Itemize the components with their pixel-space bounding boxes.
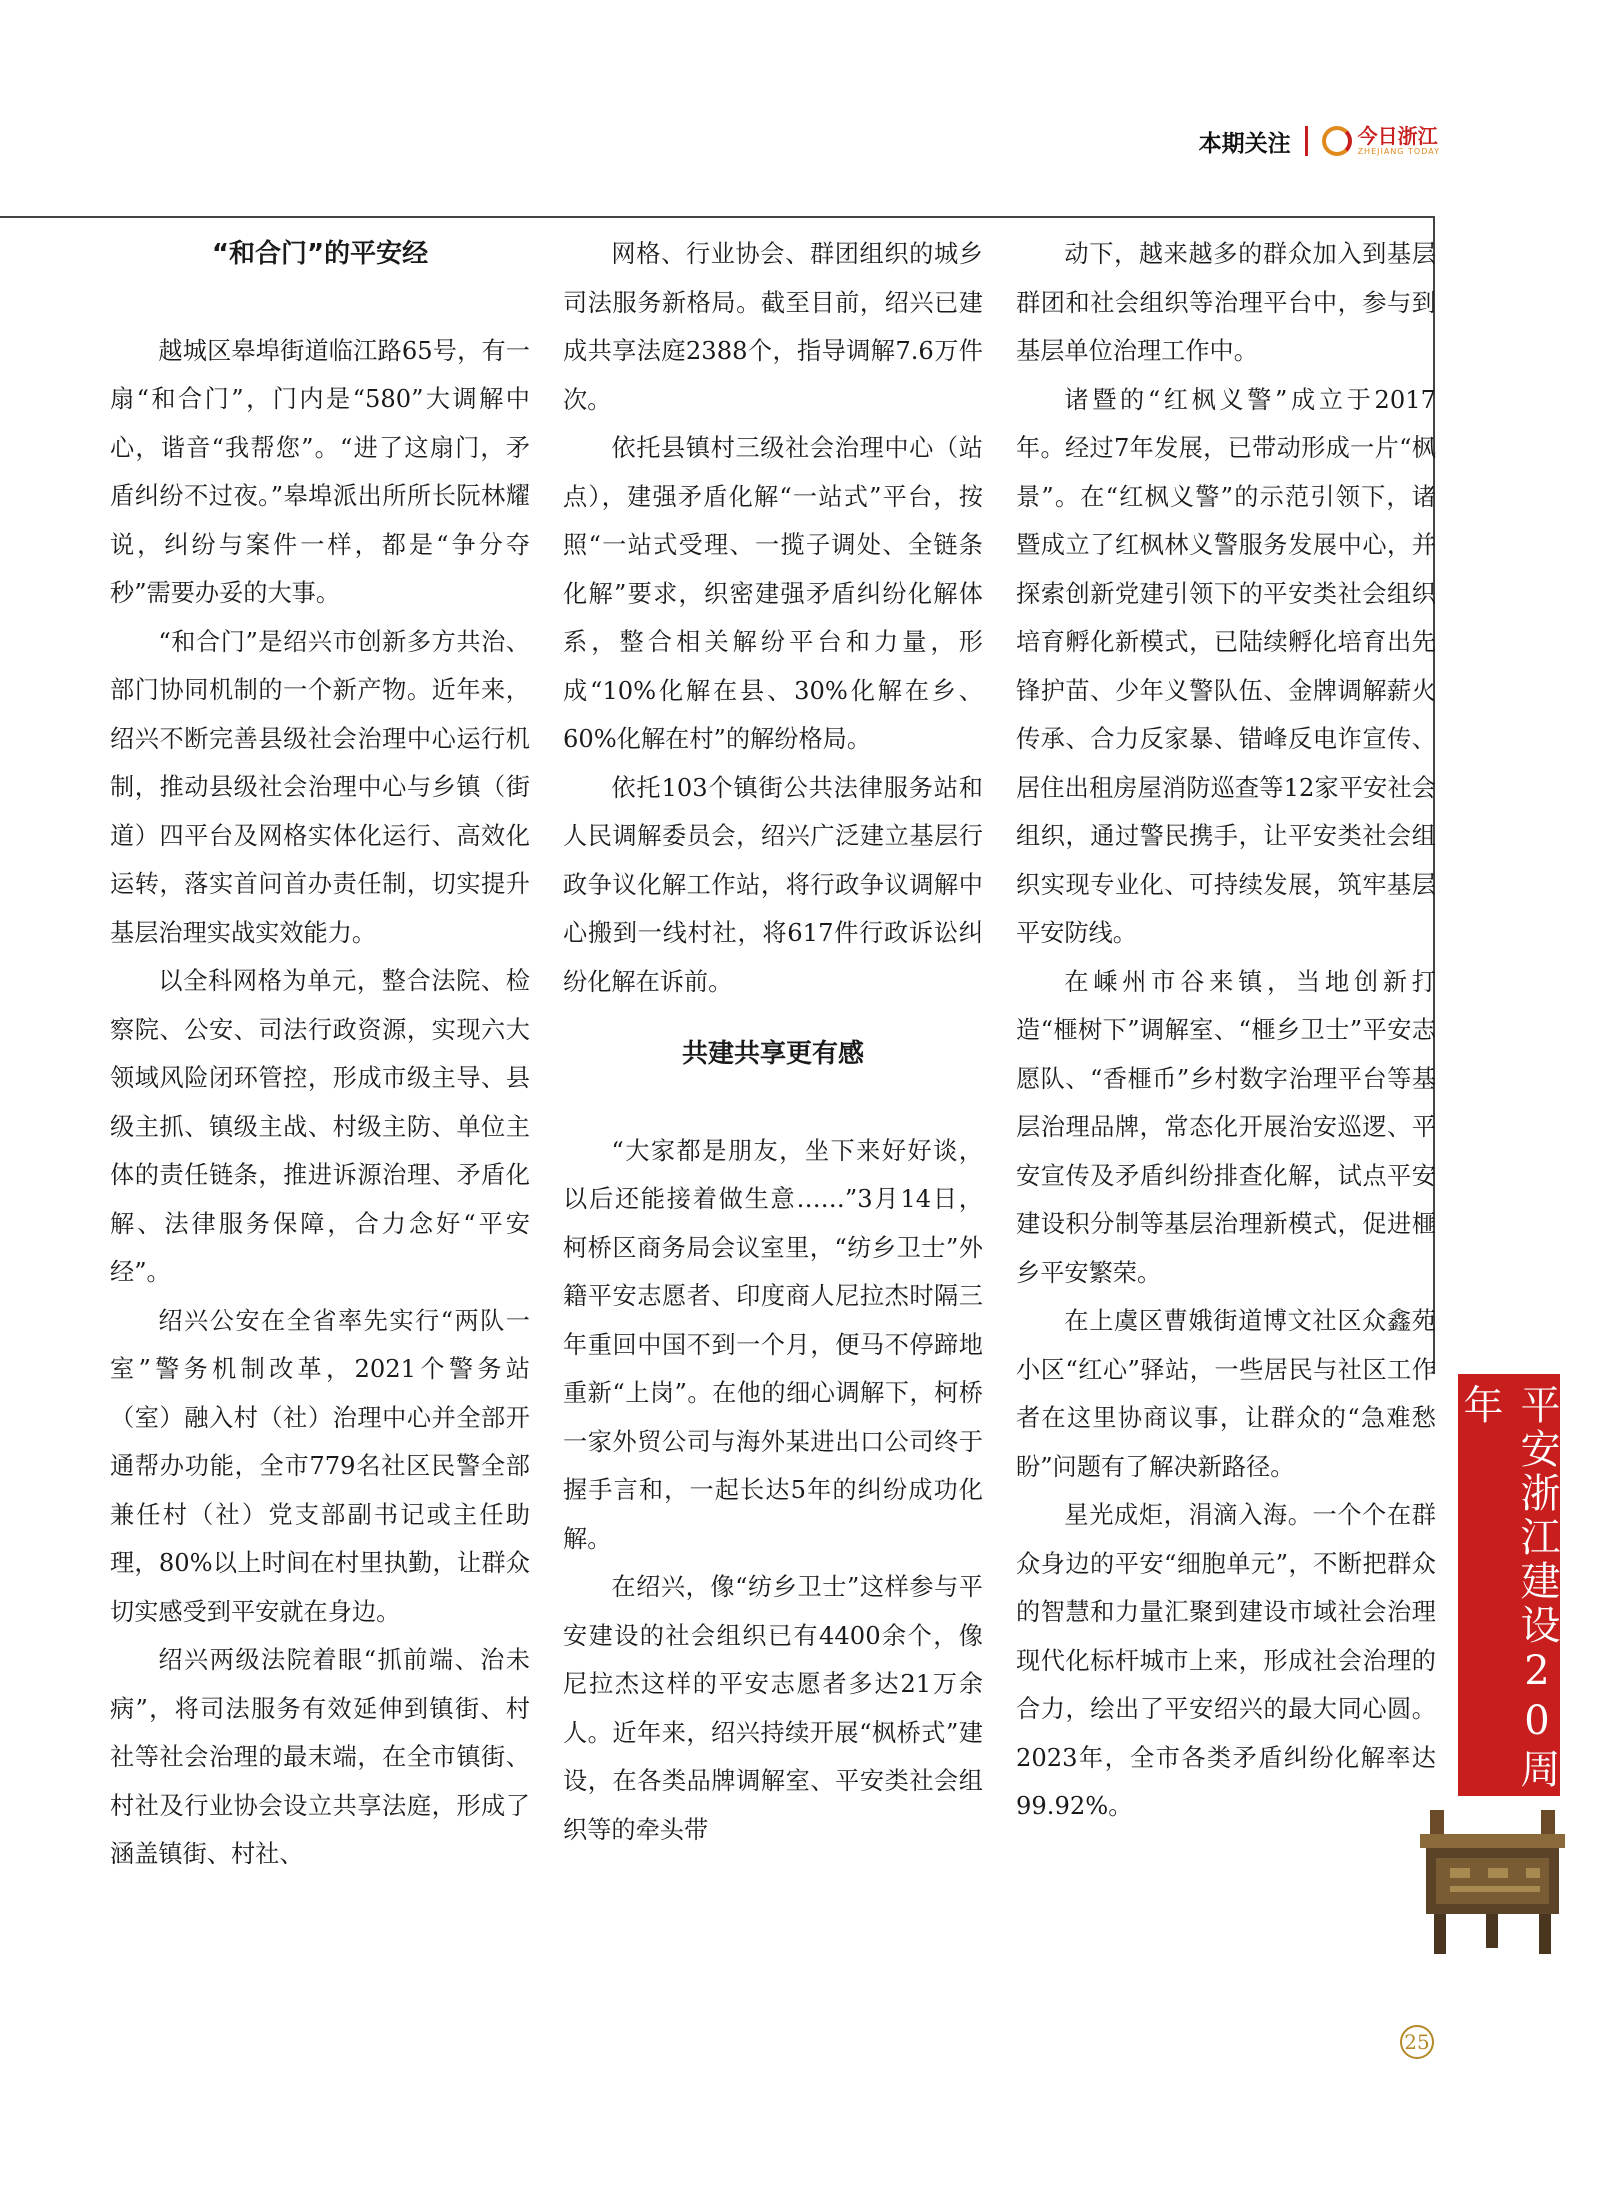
bronze-ding-icon	[1400, 1790, 1585, 1965]
page-number: 25	[1400, 2025, 1434, 2059]
paragraph: 依托县镇村三级社会治理中心（站点），建强矛盾化解“一站式”平台，按照“一站式受理、一揽子调处、全链条化解”要求，织密建强矛盾纠纷化解体系，整合相关解纷平台和力量，形成“10%化解在县、30%化解在乡、60%化解在村”的解纷格局。	[563, 434, 983, 753]
paragraph: 动下，越来越多的群众加入到基层群团和社会组织等治理平台中，参与到基层单位治理工作中。	[1016, 240, 1436, 365]
magazine-logo	[1322, 126, 1440, 156]
section-heading-2: 共建共享更有感	[681, 1039, 864, 1069]
logo-text-cn: 今日浙江	[1357, 124, 1438, 148]
paragraph: 在上虞区曹娥街道博文社区众鑫苑小区“红心”驿站，一些居民与社区工作者在这里协商议事，让群众的“急难愁盼”问题有了解决新路径。	[1016, 1307, 1436, 1481]
logo-swirl-icon	[1322, 126, 1352, 156]
column-2	[563, 230, 983, 1854]
paragraph: 依托103个镇街公共法律服务站和人民调解委员会，绍兴广泛建立基层行政争议化解工作站，将行政争议调解中心搬到一线村社，将617件行政诉讼纠纷化解在诉前。	[563, 773, 983, 996]
paragraph: 网格、行业协会、群团组织的城乡司法服务新格局。截至目前，绍兴已建成共享法庭2388个，指导调解7.6万件次。	[563, 240, 983, 414]
paragraph: 绍兴公安在全省率先实行“两队一室”警务机制改革，2021个警务站（室）融入村（社）治理中心并全部开通帮办功能，全市779名社区民警全部兼任村（社）党支部副书记或主任助理，80%以上时间在村里执勤，让群众切实感受到平安就在身边。	[110, 1306, 530, 1626]
paragraph: 诸暨的“红枫义警”成立于2017年。经过7年发展，已带动形成一片“枫景”。在“红枫义警”的示范引领下，诸暨成立了红枫林义警服务发展中心，并探索创新党建引领下的平安类社会组织培育孵化新模式，已陆续孵化培育出先锋护苗、少年义警队伍、金牌调解薪火传承、合力反家暴、错峰反电诈宣传、居住出租房屋消防巡查等12家平安社会组织，通过警民携手，让平安类社会组织实现专业化、可持续发展，筑牢基层平安防线。	[1016, 385, 1436, 947]
paragraph: 在嵊州市谷来镇，当地创新打造“榧树下”调解室、“榧乡卫士”平安志愿队、“香榧币”乡村数字治理平台等基层治理品牌，常态化开展治安巡逻、平安宣传及矛盾纠纷排查化解，试点平安建设积分制等基层治理新模式，促进榧乡平安繁荣。	[1016, 967, 1436, 1287]
side-label: 平安浙江建设20周年	[1458, 1374, 1560, 1796]
paragraph: 越城区皋埠街道临江路65号，有一扇“和合门”，门内是“580”大调解中心，谐音“我帮您”。“进了这扇门，矛盾纠纷不过夜。”皋埠派出所所长阮林耀说，纠纷与案件一样，都是“争分夺秒”需要办妥的大事。	[110, 336, 530, 607]
paragraph: 在绍兴，像“纺乡卫士”这样参与平安建设的社会组织已有4400余个，像尼拉杰这样的平安志愿者多达21万余人。近年来，绍兴持续开展“枫桥式”建设，在各类品牌调解室、平安类社会组织等的牵头带	[563, 1573, 983, 1844]
section-heading-1: “和合门”的平安经	[211, 239, 429, 269]
section-title: 本期关注	[1198, 130, 1291, 157]
paragraph: “和合门”是绍兴市创新多方共治、部门协同机制的一个新产物。近年来，绍兴不断完善县级社会治理中心运行机制，推动县级社会治理中心与乡镇（街道）四平台及网格实体化运行、高效化运转，落实首问首办责任制，切实提升基层治理实战实效能力。	[110, 627, 530, 947]
top-rule	[0, 216, 1433, 218]
paragraph: 以全科网格为单元，整合法院、检察院、公安、司法行政资源，实现六大领域风险闭环管控，形成市级主导、县级主抓、镇级主战、村级主防、单位主体的责任链条，推进诉源治理、矛盾化解、法律服务保障，合力念好“平安经”。	[110, 967, 530, 1286]
paragraph: 绍兴两级法院着眼“抓前端、治未病”，将司法服务有效延伸到镇街、村社等社会治理的最末端，在全市镇街、村社及行业协会设立共享法庭，形成了涵盖镇街、村社、	[110, 1646, 530, 1868]
paragraph: “大家都是朋友，坐下来好好谈，以后还能接着做生意……”3月14日，柯桥区商务局会议室里，“纺乡卫士”外籍平安志愿者、印度商人尼拉杰时隔三年重回中国不到一个月，便马不停蹄地重新“上岗”。在他的细心调解下，柯桥一家外贸公司与海外某进出口公司终于握手言和，一起长达5年的纠纷成功化解。	[563, 1136, 983, 1553]
page-header	[1199, 118, 1440, 164]
column-1	[110, 230, 530, 1879]
logo-text-en: ZHEJIANG TODAY	[1357, 147, 1440, 156]
column-3	[1016, 230, 1436, 1831]
paragraph: 星光成炬，涓滴入海。一个个在群众身边的平安“细胞单元”，不断把群众的智慧和力量汇聚到建设市域社会治理现代化标杆城市上来，形成社会治理的合力，绘出了平安绍兴的最大同心圆。2023年，全市各类矛盾纠纷化解率达99.92%。	[1016, 1501, 1436, 1820]
header-divider	[1305, 126, 1308, 156]
